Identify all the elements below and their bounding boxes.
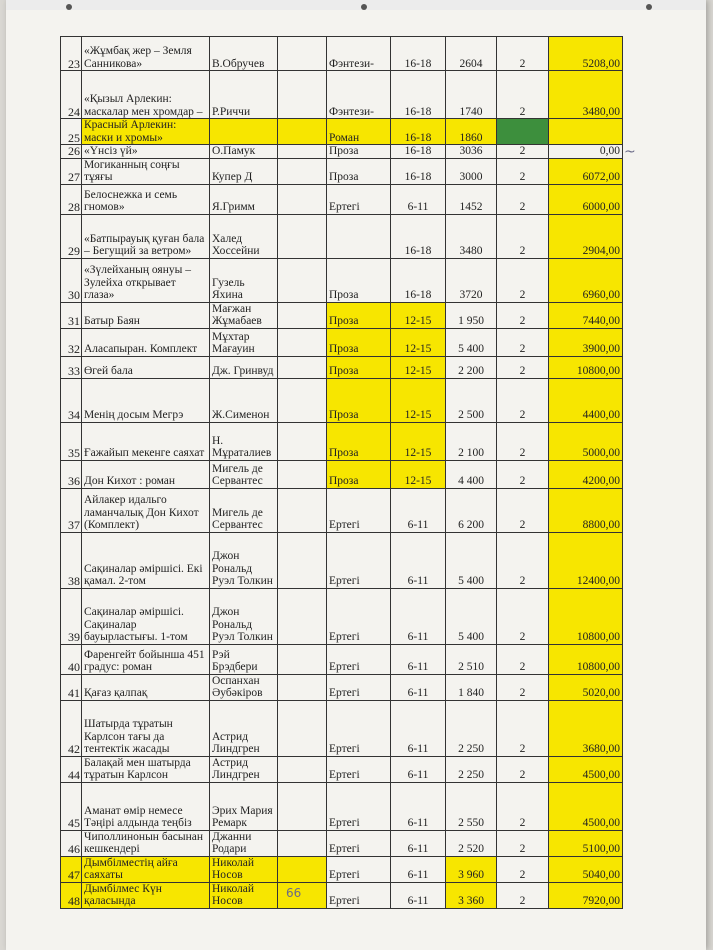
blank-cell (278, 37, 327, 71)
book-title: «Жұмбақ жер – Земля Санникова» (82, 37, 210, 71)
quantity: 2 (497, 158, 549, 184)
age-group: 16-18 (391, 258, 446, 302)
book-title: Менің досым Мегрэ (82, 378, 210, 422)
book-title: Чиполлинонын басынан кешкендері (82, 830, 210, 856)
table-row (61, 71, 623, 119)
total: 2904,00 (549, 214, 623, 258)
author: Халед Хоссейни (210, 214, 278, 258)
book-title: Балақай мен шатырда тұратын Карлсон (82, 756, 210, 782)
handwritten-mark: ~ (624, 144, 636, 160)
row-number: 26 (61, 145, 82, 159)
book-title: Дымбілмес Күн қаласында (82, 882, 210, 908)
table-row (61, 460, 623, 488)
age-group: 6-11 (391, 488, 446, 532)
author: Мигель де Сервантес (210, 488, 278, 532)
author: Астрид Линдгрен (210, 756, 278, 782)
quantity: 2 (497, 258, 549, 302)
total: 10800,00 (549, 356, 623, 378)
age-group: 6-11 (391, 588, 446, 644)
row-number: 33 (61, 356, 82, 378)
author: Н. Мұраталиев (210, 422, 278, 460)
age-group: 6-11 (391, 830, 446, 856)
blank-cell (278, 674, 327, 700)
row-number: 27 (61, 158, 82, 184)
quantity: 2 (497, 184, 549, 214)
price: 1 950 (446, 302, 497, 328)
total: 4400,00 (549, 378, 623, 422)
table-row (61, 532, 623, 588)
punch-hole (361, 4, 367, 10)
blank-cell (278, 258, 327, 302)
table-row (61, 782, 623, 830)
price: 2 520 (446, 830, 497, 856)
author: Астрид Линдгрен (210, 700, 278, 756)
price: 2 500 (446, 378, 497, 422)
age-group: 6-11 (391, 756, 446, 782)
table-row (61, 184, 623, 214)
row-number: 41 (61, 674, 82, 700)
quantity: 2 (497, 488, 549, 532)
row-number: 48 (61, 882, 82, 908)
table-row (61, 674, 623, 700)
author: О.Памук (210, 145, 278, 159)
table-row (61, 258, 623, 302)
quantity: 2 (497, 378, 549, 422)
genre: Проза (327, 328, 391, 356)
book-title: Өгей бала (82, 356, 210, 378)
quantity: 2 (497, 782, 549, 830)
book-title: Алаcапыран. Комплект (82, 328, 210, 356)
row-number: 31 (61, 302, 82, 328)
author: Эрих Мария Ремарк (210, 782, 278, 830)
book-title: «Зүлейханың оянуы – Зулейха открывает глаза» (82, 258, 210, 302)
book-title: Аманат өмір немесе Тәңірі алдында теңбіз (82, 782, 210, 830)
table-row (61, 214, 623, 258)
author: В.Обручев (210, 37, 278, 71)
book-title: Фаренгейт бойынша 451 градус: роман (82, 644, 210, 674)
table-row (61, 700, 623, 756)
total: 5000,00 (549, 422, 623, 460)
book-title: Ғажайып мекенге саяхат (82, 422, 210, 460)
blank-cell (278, 830, 327, 856)
price: 3036 (446, 145, 497, 159)
row-number: 35 (61, 422, 82, 460)
quantity: 2 (497, 422, 549, 460)
age-group: 6-11 (391, 700, 446, 756)
price: 3480 (446, 214, 497, 258)
book-title: «Үнсіз үй» (82, 145, 210, 159)
row-number: 36 (61, 460, 82, 488)
row-number: 47 (61, 856, 82, 882)
age-group: 6-11 (391, 782, 446, 830)
blank-cell (278, 856, 327, 882)
price: 2 550 (446, 782, 497, 830)
book-title: Қағаз қалпақ (82, 674, 210, 700)
quantity: 2 (497, 700, 549, 756)
total: 5020,00 (549, 674, 623, 700)
genre: Проза (327, 158, 391, 184)
punch-hole (66, 4, 72, 10)
blank-cell (278, 532, 327, 588)
genre: Ертегі (327, 756, 391, 782)
total: 10800,00 (549, 588, 623, 644)
book-title: Сақиналар әміршісі. Екі қамал. 2-том (82, 532, 210, 588)
book-title: Красный Арлекин: маски и хромы» (82, 119, 210, 145)
handwritten-mark: 66 (286, 886, 302, 900)
age-group: 12-15 (391, 460, 446, 488)
age-group: 16-18 (391, 119, 446, 145)
quantity: 2 (497, 37, 549, 71)
book-title: «Батпырауық қуған бала – Бегущий за ветром» (82, 214, 210, 258)
blank-cell (278, 119, 327, 145)
quantity: 2 (497, 328, 549, 356)
table-row (61, 302, 623, 328)
book-title: Сақиналар әміршісі. Сақиналар бауырластығы. 1-том (82, 588, 210, 644)
genre: Ертегі (327, 830, 391, 856)
price: 1 840 (446, 674, 497, 700)
blank-cell (278, 588, 327, 644)
author: Джанни Родари (210, 830, 278, 856)
blank-cell (278, 71, 327, 119)
total: 8800,00 (549, 488, 623, 532)
table-row (61, 328, 623, 356)
blank-cell (278, 422, 327, 460)
total: 5208,00 (549, 37, 623, 71)
table-row (61, 882, 623, 908)
price: 3 960 (446, 856, 497, 882)
total: 4500,00 (549, 756, 623, 782)
author (210, 119, 278, 145)
author: Оспанхан Әубәкіров (210, 674, 278, 700)
author: Николай Носов (210, 882, 278, 908)
author: Ж.Сименон (210, 378, 278, 422)
blank-cell (278, 488, 327, 532)
book-title: Дон Кихот : роман (82, 460, 210, 488)
blank-cell (278, 882, 327, 908)
age-group: 16-18 (391, 71, 446, 119)
punch-hole (646, 4, 652, 10)
author: Джон Рональд Руэл Толкин (210, 532, 278, 588)
total: 4500,00 (549, 782, 623, 830)
genre: Ертегі (327, 488, 391, 532)
table-row (61, 488, 623, 532)
price: 5 400 (446, 532, 497, 588)
blank-cell (278, 328, 327, 356)
age-group: 16-18 (391, 214, 446, 258)
genre: Роман (327, 119, 391, 145)
total: 6960,00 (549, 258, 623, 302)
table-row (61, 119, 623, 145)
row-number: 40 (61, 644, 82, 674)
quantity: 2 (497, 145, 549, 159)
table-row (61, 588, 623, 644)
author: Джон Рональд Руэл Толкин (210, 588, 278, 644)
row-number: 28 (61, 184, 82, 214)
genre: Ертегі (327, 700, 391, 756)
quantity (497, 119, 549, 145)
age-group: 16-18 (391, 37, 446, 71)
row-number: 25 (61, 119, 82, 145)
genre: Ертегі (327, 588, 391, 644)
genre: Проза (327, 145, 391, 159)
author: Гузель Яхина (210, 258, 278, 302)
age-group: 6-11 (391, 644, 446, 674)
row-number: 46 (61, 830, 82, 856)
genre: Проза (327, 378, 391, 422)
quantity: 2 (497, 532, 549, 588)
price: 2 100 (446, 422, 497, 460)
total: 3480,00 (549, 71, 623, 119)
total: 3900,00 (549, 328, 623, 356)
table-row (61, 158, 623, 184)
blank-cell (278, 145, 327, 159)
price: 2604 (446, 37, 497, 71)
genre: Ертегі (327, 782, 391, 830)
blank-cell (278, 700, 327, 756)
age-group: 12-15 (391, 356, 446, 378)
genre: Ертегі (327, 644, 391, 674)
price: 1740 (446, 71, 497, 119)
blank-cell (278, 158, 327, 184)
price: 2 250 (446, 700, 497, 756)
total: 7920,00 (549, 882, 623, 908)
blank-cell (278, 184, 327, 214)
genre (327, 214, 391, 258)
book-title: Белоснежка и семь гномов» (82, 184, 210, 214)
table-row (61, 856, 623, 882)
age-group: 16-18 (391, 158, 446, 184)
quantity: 2 (497, 356, 549, 378)
blank-cell (278, 356, 327, 378)
row-number: 32 (61, 328, 82, 356)
row-number: 29 (61, 214, 82, 258)
price: 3000 (446, 158, 497, 184)
genre: Проза (327, 302, 391, 328)
total: 0,00 (549, 145, 623, 159)
author: Дж. Гринвуд (210, 356, 278, 378)
genre: Проза (327, 422, 391, 460)
genre: Ертегі (327, 532, 391, 588)
row-number: 42 (61, 700, 82, 756)
quantity: 2 (497, 830, 549, 856)
quantity: 2 (497, 302, 549, 328)
table-row (61, 356, 623, 378)
quantity: 2 (497, 588, 549, 644)
total: 6072,00 (549, 158, 623, 184)
quantity: 2 (497, 71, 549, 119)
book-title: Батыр Баян (82, 302, 210, 328)
total: 12400,00 (549, 532, 623, 588)
quantity: 2 (497, 460, 549, 488)
book-title: Айлакер идальго ламанчалық Дон Кихот (Комплект) (82, 488, 210, 532)
author: Мағжан Жұмабаев (210, 302, 278, 328)
book-title: Шатырда тұратын Карлсон тағы да тентектік жасады (82, 700, 210, 756)
total: 4200,00 (549, 460, 623, 488)
author: Мигель де Сервантес (210, 460, 278, 488)
quantity: 2 (497, 674, 549, 700)
price: 1860 (446, 119, 497, 145)
total: 3680,00 (549, 700, 623, 756)
author: Николай Носов (210, 856, 278, 882)
table-row (61, 145, 623, 159)
row-number: 45 (61, 782, 82, 830)
blank-cell (278, 214, 327, 258)
total: 6000,00 (549, 184, 623, 214)
age-group: 16-18 (391, 145, 446, 159)
price: 2 200 (446, 356, 497, 378)
total (549, 119, 623, 145)
quantity: 2 (497, 856, 549, 882)
book-title: Дымбілместің айға саяхаты (82, 856, 210, 882)
total: 10800,00 (549, 644, 623, 674)
age-group: 6-11 (391, 532, 446, 588)
quantity: 2 (497, 214, 549, 258)
quantity: 2 (497, 756, 549, 782)
age-group: 6-11 (391, 856, 446, 882)
price: 5 400 (446, 588, 497, 644)
total: 5040,00 (549, 856, 623, 882)
row-number: 44 (61, 756, 82, 782)
blank-cell (278, 378, 327, 422)
price: 2 250 (446, 756, 497, 782)
paper-edge (6, 0, 706, 10)
row-number: 34 (61, 378, 82, 422)
blank-cell (278, 460, 327, 488)
genre: Проза (327, 460, 391, 488)
row-number: 30 (61, 258, 82, 302)
quantity: 2 (497, 644, 549, 674)
age-group: 6-11 (391, 882, 446, 908)
author: Купер Д (210, 158, 278, 184)
row-number: 39 (61, 588, 82, 644)
quantity: 2 (497, 882, 549, 908)
price: 3 360 (446, 882, 497, 908)
author: Я.Гримм (210, 184, 278, 214)
genre: Фэнтези- (327, 71, 391, 119)
genre: Проза (327, 258, 391, 302)
table-row (61, 37, 623, 71)
genre: Ертегі (327, 856, 391, 882)
row-number: 24 (61, 71, 82, 119)
genre: Ертегі (327, 882, 391, 908)
book-table (60, 36, 623, 909)
table-row (61, 644, 623, 674)
table-row (61, 830, 623, 856)
book-title: «Қызыл Арлекин: маскалар мен хромдар – (82, 71, 210, 119)
table-row (61, 756, 623, 782)
row-number: 38 (61, 532, 82, 588)
author: Рэй Брэдбери (210, 644, 278, 674)
price: 2 510 (446, 644, 497, 674)
blank-cell (278, 302, 327, 328)
table-row (61, 378, 623, 422)
genre: Ертегі (327, 184, 391, 214)
price: 4 400 (446, 460, 497, 488)
genre: Ертегі (327, 674, 391, 700)
age-group: 12-15 (391, 378, 446, 422)
total: 7440,00 (549, 302, 623, 328)
blank-cell (278, 782, 327, 830)
blank-cell (278, 756, 327, 782)
blank-cell (278, 644, 327, 674)
document-page (6, 0, 706, 950)
row-number: 23 (61, 37, 82, 71)
age-group: 12-15 (391, 302, 446, 328)
author: Р.Риччи (210, 71, 278, 119)
total: 5100,00 (549, 830, 623, 856)
genre: Проза (327, 356, 391, 378)
book-title: Могиканның соңғы тұяғы (82, 158, 210, 184)
age-group: 6-11 (391, 674, 446, 700)
price: 5 400 (446, 328, 497, 356)
price: 1452 (446, 184, 497, 214)
age-group: 6-11 (391, 184, 446, 214)
genre: Фэнтези- (327, 37, 391, 71)
age-group: 12-15 (391, 422, 446, 460)
author: Мұхтар Мағауин (210, 328, 278, 356)
age-group: 12-15 (391, 328, 446, 356)
row-number: 37 (61, 488, 82, 532)
price: 6 200 (446, 488, 497, 532)
price: 3720 (446, 258, 497, 302)
table-row (61, 422, 623, 460)
